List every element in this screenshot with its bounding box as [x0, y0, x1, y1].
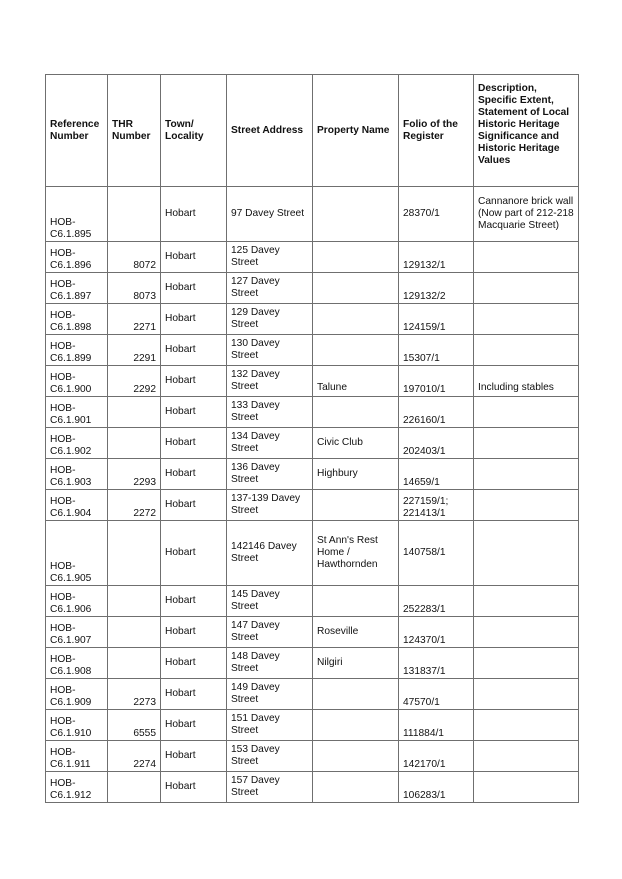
street-address-cell: 142146 Davey Street — [227, 521, 313, 586]
property-name-cell — [313, 397, 399, 428]
thr-number-cell: 2272 — [108, 490, 161, 521]
street-address-cell: 148 Davey Street — [227, 648, 313, 679]
description-cell: Including stables — [474, 366, 579, 397]
town-locality-cell: Hobart — [161, 335, 227, 366]
property-name-cell — [313, 772, 399, 803]
description-cell — [474, 772, 579, 803]
thr-number-cell — [108, 521, 161, 586]
description-cell — [474, 679, 579, 710]
reference-number-cell: HOB-C6.1.907 — [46, 617, 108, 648]
reference-number-cell: HOB-C6.1.911 — [46, 741, 108, 772]
town-locality-cell: Hobart — [161, 648, 227, 679]
town-locality-cell: Hobart — [161, 273, 227, 304]
town-locality-cell: Hobart — [161, 428, 227, 459]
description-cell — [474, 521, 579, 586]
header-reference-number: Reference Number — [46, 75, 108, 187]
thr-number-cell — [108, 772, 161, 803]
table-row — [46, 741, 579, 772]
table-row — [46, 366, 579, 397]
description-cell — [474, 335, 579, 366]
street-address-cell: 157 Davey Street — [227, 772, 313, 803]
description-cell — [474, 397, 579, 428]
folio-cell: 140758/1 — [399, 521, 474, 586]
table-row — [46, 617, 579, 648]
street-address-cell: 97 Davey Street — [227, 187, 313, 242]
town-locality-cell: Hobart — [161, 366, 227, 397]
table-row — [46, 428, 579, 459]
folio-cell: 47570/1 — [399, 679, 474, 710]
table-row — [46, 490, 579, 521]
description-cell — [474, 710, 579, 741]
property-name-cell — [313, 710, 399, 741]
reference-number-cell: HOB-C6.1.904 — [46, 490, 108, 521]
property-name-cell — [313, 242, 399, 273]
header-description: Description, Specific Extent, Statement of Local Historic Heritage Significance and Historic Heritage Values — [474, 75, 579, 187]
reference-number-cell: HOB-C6.1.900 — [46, 366, 108, 397]
reference-number-cell: HOB-C6.1.897 — [46, 273, 108, 304]
thr-number-cell: 2274 — [108, 741, 161, 772]
town-locality-cell: Hobart — [161, 617, 227, 648]
thr-number-cell: 2273 — [108, 679, 161, 710]
street-address-cell: 153 Davey Street — [227, 741, 313, 772]
table-row — [46, 242, 579, 273]
folio-cell: 131837/1 — [399, 648, 474, 679]
property-name-cell — [313, 490, 399, 521]
description-cell — [474, 273, 579, 304]
header-folio: Folio of the Register — [399, 75, 474, 187]
header-town-locality: Town/ Locality — [161, 75, 227, 187]
street-address-cell: 125 Davey Street — [227, 242, 313, 273]
description-cell — [474, 617, 579, 648]
town-locality-cell: Hobart — [161, 586, 227, 617]
thr-number-cell — [108, 648, 161, 679]
description-cell — [474, 490, 579, 521]
folio-cell: 14659/1 — [399, 459, 474, 490]
thr-number-cell: 6555 — [108, 710, 161, 741]
reference-number-cell: HOB-C6.1.899 — [46, 335, 108, 366]
street-address-cell: 137-139 Davey Street — [227, 490, 313, 521]
folio-cell: 226160/1 — [399, 397, 474, 428]
header-property-name: Property Name — [313, 75, 399, 187]
town-locality-cell: Hobart — [161, 521, 227, 586]
table-row — [46, 273, 579, 304]
property-name-cell: Civic Club — [313, 428, 399, 459]
description-cell — [474, 459, 579, 490]
table-row — [46, 679, 579, 710]
property-name-cell — [313, 679, 399, 710]
town-locality-cell: Hobart — [161, 187, 227, 242]
street-address-cell: 132 Davey Street — [227, 366, 313, 397]
town-locality-cell: Hobart — [161, 397, 227, 428]
folio-cell: 197010/1 — [399, 366, 474, 397]
property-name-cell — [313, 335, 399, 366]
description-cell — [474, 428, 579, 459]
thr-number-cell: 2291 — [108, 335, 161, 366]
folio-cell: 129132/1 — [399, 242, 474, 273]
town-locality-cell: Hobart — [161, 772, 227, 803]
property-name-cell: Highbury — [313, 459, 399, 490]
folio-cell: 129132/2 — [399, 273, 474, 304]
description-cell: Cannanore brick wall (Now part of 212-218 Macquarie Street) — [474, 187, 579, 242]
town-locality-cell: Hobart — [161, 710, 227, 741]
reference-number-cell: HOB-C6.1.906 — [46, 586, 108, 617]
reference-number-cell: HOB-C6.1.902 — [46, 428, 108, 459]
folio-cell: 142170/1 — [399, 741, 474, 772]
town-locality-cell: Hobart — [161, 304, 227, 335]
table-header-row — [46, 75, 579, 187]
folio-cell: 252283/1 — [399, 586, 474, 617]
reference-number-cell: HOB-C6.1.901 — [46, 397, 108, 428]
folio-cell: 111884/1 — [399, 710, 474, 741]
header-street-address: Street Address — [227, 75, 313, 187]
property-name-cell — [313, 187, 399, 242]
table-row — [46, 648, 579, 679]
table-row — [46, 710, 579, 741]
folio-cell: 124370/1 — [399, 617, 474, 648]
property-name-cell — [313, 741, 399, 772]
street-address-cell: 134 Davey Street — [227, 428, 313, 459]
description-cell — [474, 648, 579, 679]
header-thr-number: THR Number — [108, 75, 161, 187]
folio-cell: 202403/1 — [399, 428, 474, 459]
town-locality-cell: Hobart — [161, 242, 227, 273]
street-address-cell: 133 Davey Street — [227, 397, 313, 428]
property-name-cell — [313, 304, 399, 335]
property-name-cell: Nilgiri — [313, 648, 399, 679]
street-address-cell: 136 Davey Street — [227, 459, 313, 490]
town-locality-cell: Hobart — [161, 490, 227, 521]
thr-number-cell — [108, 586, 161, 617]
street-address-cell: 130 Davey Street — [227, 335, 313, 366]
town-locality-cell: Hobart — [161, 741, 227, 772]
folio-cell: 15307/1 — [399, 335, 474, 366]
thr-number-cell — [108, 428, 161, 459]
thr-number-cell: 2293 — [108, 459, 161, 490]
street-address-cell: 127 Davey Street — [227, 273, 313, 304]
description-cell — [474, 586, 579, 617]
reference-number-cell: HOB-C6.1.910 — [46, 710, 108, 741]
folio-cell: 28370/1 — [399, 187, 474, 242]
reference-number-cell: HOB-C6.1.905 — [46, 521, 108, 586]
reference-number-cell: HOB-C6.1.909 — [46, 679, 108, 710]
property-name-cell — [313, 586, 399, 617]
table-row — [46, 335, 579, 366]
reference-number-cell: HOB-C6.1.912 — [46, 772, 108, 803]
table-row — [46, 304, 579, 335]
thr-number-cell: 8073 — [108, 273, 161, 304]
description-cell — [474, 242, 579, 273]
street-address-cell: 151 Davey Street — [227, 710, 313, 741]
reference-number-cell: HOB-C6.1.895 — [46, 187, 108, 242]
property-name-cell — [313, 273, 399, 304]
street-address-cell: 149 Davey Street — [227, 679, 313, 710]
table-row — [46, 772, 579, 803]
reference-number-cell: HOB-C6.1.903 — [46, 459, 108, 490]
town-locality-cell: Hobart — [161, 459, 227, 490]
description-cell — [474, 741, 579, 772]
property-name-cell: Roseville — [313, 617, 399, 648]
thr-number-cell — [108, 397, 161, 428]
table-row — [46, 521, 579, 586]
street-address-cell: 129 Davey Street — [227, 304, 313, 335]
property-name-cell: Talune — [313, 366, 399, 397]
heritage-register-table — [45, 74, 579, 803]
table-row — [46, 586, 579, 617]
street-address-cell: 145 Davey Street — [227, 586, 313, 617]
reference-number-cell: HOB-C6.1.908 — [46, 648, 108, 679]
thr-number-cell: 8072 — [108, 242, 161, 273]
table-body — [46, 187, 579, 803]
table-row — [46, 459, 579, 490]
folio-cell: 227159/1; 221413/1 — [399, 490, 474, 521]
table-row — [46, 187, 579, 242]
thr-number-cell: 2292 — [108, 366, 161, 397]
reference-number-cell: HOB-C6.1.896 — [46, 242, 108, 273]
description-cell — [474, 304, 579, 335]
thr-number-cell — [108, 617, 161, 648]
town-locality-cell: Hobart — [161, 679, 227, 710]
street-address-cell: 147 Davey Street — [227, 617, 313, 648]
property-name-cell: St Ann's Rest Home / Hawthornden — [313, 521, 399, 586]
folio-cell: 106283/1 — [399, 772, 474, 803]
reference-number-cell: HOB-C6.1.898 — [46, 304, 108, 335]
folio-cell: 124159/1 — [399, 304, 474, 335]
thr-number-cell: 2271 — [108, 304, 161, 335]
thr-number-cell — [108, 187, 161, 242]
table-row — [46, 397, 579, 428]
